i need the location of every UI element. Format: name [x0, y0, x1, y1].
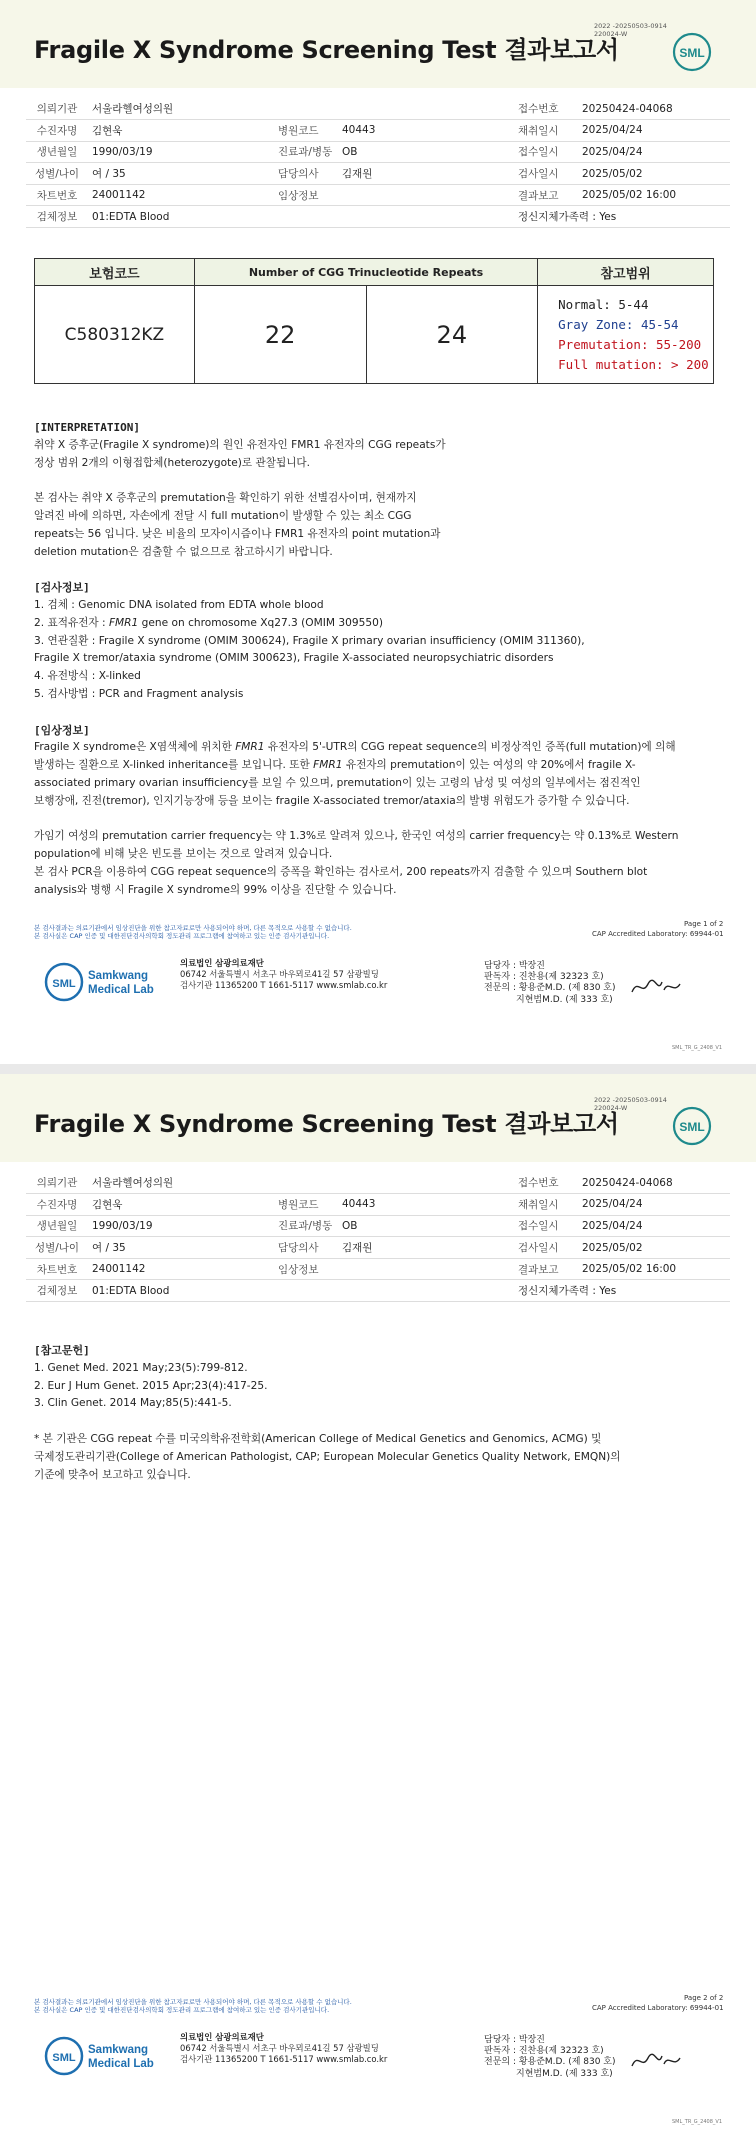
cap-accreditation: CAP Accredited Laboratory: 69944-01 [592, 930, 724, 938]
reference-range-header: 참고범위 [538, 259, 714, 286]
patient-row: 성별/나이 여 / 35 담당의사 김재원 검사일시 2025/05/02 [26, 163, 730, 185]
patient-row: 의뢰기관 서울라헬여성의원 접수번호 20250424-04068 [26, 1172, 730, 1194]
interpretation-heading: [INTERPRETATION] [34, 421, 140, 434]
interpretation-text: 취약 X 증후군(Fragile X syndrome)의 원인 유전자인 FMR1 유전자의 CGG repeats가 정상 범위 2개의 이형접합체(heterozygote)로 관찰됩니다. [34, 438, 446, 469]
report-header [0, 0, 756, 88]
report-page-1 [0, 0, 756, 1064]
test-info-item: 4. 유전방식 : X-linked [34, 670, 141, 683]
patient-row: 검체정보 01:EDTA Blood 정신지체가족력 : Yes [26, 1280, 730, 1302]
page-number: Page 1 of 2 [684, 920, 724, 928]
signatory-list: 담당자 : 박장진 판독자 : 진찬용(제 32323 호) 전문의 : 황용준M.D. (제 830 호) 지현범M.D. (제 333 호) [484, 961, 616, 1005]
samkwang-logo-icon [44, 2032, 176, 2080]
references-heading: [참고문헌] [34, 1344, 90, 1357]
signature-icon [628, 974, 684, 1000]
patient-row: 수진자명 김현욱 병원코드 40443 채취일시 2025/04/24 [26, 120, 730, 142]
reference-item: 1. Genet Med. 2021 May;23(5):799-812. [34, 1361, 248, 1374]
result-table [34, 258, 714, 384]
footer-disclaimer: 본 검사결과는 의료기관에서 임상진단을 위한 참고자료로만 사용되어야 하며, 다른 목적으로 사용할 수 없습니다. [34, 924, 352, 932]
ref-gray-zone: Gray Zone: 45-54 [558, 316, 679, 332]
ref-normal: Normal: 5-44 [558, 296, 649, 312]
footer-disclaimer: 본 검사실은 CAP 인증 및 대한진단검사의학회 정도관리 프로그램에 참여하고 있는 인증 검사기관입니다. [34, 2006, 330, 2014]
allele-2-repeats: 24 [366, 286, 538, 384]
report-body [34, 419, 734, 900]
accreditation-note: * 본 기관은 CGG repeat 수를 미국의학유전학회(American College of Medical Genetics and Genomics, ACMG) 및 국제정도관리기관(College of American Pathologist, CAP; European Molecular Genetics Quality Network, EMQN)의 기준에 맞추어 보고하고 있습니다. [34, 1432, 621, 1481]
footer-disclaimer: 본 검사결과는 의료기관에서 임상진단을 위한 참고자료로만 사용되어야 하며, 다른 목적으로 사용할 수 없습니다. [34, 1998, 352, 2006]
patient-row: 차트번호 24001142 임상정보 결과보고 2025/05/02 16:00 [26, 184, 730, 206]
form-code: SML_TR_G_2408_V1 [672, 2119, 723, 2125]
report-title: Fragile X Syndrome Screening Test 결과보고서 [34, 36, 619, 64]
test-info-heading: [검사정보] [34, 581, 90, 595]
sml-logo-icon [672, 1106, 712, 1146]
svg-text:SML: SML [52, 978, 76, 990]
insurance-code-header: 보험코드 [35, 259, 195, 286]
reference-item: 2. Eur J Hum Genet. 2015 Apr;23(4):417-25. [34, 1379, 268, 1392]
insurance-code: C580312KZ [35, 286, 195, 384]
patient-row: 수진자명 김현욱 병원코드 40443 채취일시 2025/04/24 [26, 1194, 730, 1216]
svg-text:SML: SML [52, 2052, 76, 2064]
ref-premutation: Premutation: 55-200 [558, 336, 702, 352]
report-header [0, 1074, 756, 1162]
cap-accreditation: CAP Accredited Laboratory: 69944-01 [592, 2004, 724, 2012]
svg-text:Medical Lab: Medical Lab [88, 984, 154, 996]
ref-full-mutation: Full mutation: > 200 [558, 356, 709, 372]
signature-icon [628, 2048, 684, 2074]
allele-1-repeats: 22 [194, 286, 366, 384]
page-number: Page 2 of 2 [684, 1994, 724, 2002]
report-code: 2022 -20250503-0914 220024-W [594, 1096, 667, 1112]
patient-row: 차트번호 24001142 임상정보 결과보고 2025/05/02 16:00 [26, 1258, 730, 1280]
test-info-item: 1. 검체 : Genomic DNA isolated from EDTA whole blood [34, 598, 324, 611]
patient-row: 생년월일 1990/03/19 진료과/병동 OB 접수일시 2025/04/24 [26, 141, 730, 163]
reference-item: 3. Clin Genet. 2014 May;85(5):441-5. [34, 1397, 232, 1410]
cgg-repeats-header: Number of CGG Trinucleotide Repeats [194, 259, 537, 286]
form-code: SML_TR_G_2408_V1 [672, 1045, 723, 1051]
patient-row: 성별/나이 여 / 35 담당의사 김재원 검사일시 2025/05/02 [26, 1237, 730, 1259]
lab-address: 의료법인 삼광의료재단 06742 서울특별시 서초구 바우뫼로41길 57 삼광빌딩 검사기관 11365200 T 1661-5117 www.smlab.co.kr [180, 2032, 388, 2064]
patient-info-table [26, 1172, 730, 1302]
references-section [34, 1342, 734, 1484]
svg-text:Medical Lab: Medical Lab [88, 2058, 154, 2070]
test-info-item: 2. 표적유전자 : FMR1 gene on chromosome Xq27.3 (OMIM 309550) [34, 616, 383, 629]
sml-logo-icon [672, 32, 712, 72]
svg-text:Samkwang: Samkwang [88, 2044, 149, 2056]
report-title: Fragile X Syndrome Screening Test 결과보고서 [34, 1110, 619, 1138]
clinical-text: Fragile X syndrome은 X염색체에 위치한 FMR1 유전자의 5'-UTR의 CGG repeat sequence의 비정상적인 증폭(full mutation)에 의해 발생하는 질환으로 X-linked inheritance를 보입니다. 또한 FMR1 유전자의 premutation이 있는 여성의 약 20%에서 fragile X- associated primary ovarian insufficiency를 보일 수 있으며, premutation이 있는 고령의 남성 및 여성의 일부에서는 점진적인 보행장애, 진전(tremor), 인지기능장애 등을 보이는 fragile X-associated tremor/ataxia의 발병 위험도가 증가할 수 있습니다. [34, 741, 676, 807]
svg-text:Samkwang: Samkwang [88, 970, 149, 982]
svg-text:SML: SML [679, 1120, 705, 1134]
test-info-item: 3. 연관질환 : Fragile X syndrome (OMIM 300624), Fragile X primary ovarian insufficiency (OMIM 311360), Fragile X tremor/ataxia syndrome (OMIM 300623), Fragile X-associated neuropsychiatric disorders [34, 634, 585, 665]
clinical-heading: [임상정보] [34, 723, 90, 737]
test-info-item: 5. 검사방법 : PCR and Fragment analysis [34, 687, 244, 700]
svg-text:SML: SML [679, 46, 705, 60]
patient-row: 검체정보 01:EDTA Blood 정신지체가족력 : Yes [26, 206, 730, 228]
patient-row: 생년월일 1990/03/19 진료과/병동 OB 접수일시 2025/04/24 [26, 1215, 730, 1237]
interpretation-note: 본 검사는 취약 X 증후군의 premutation을 확인하기 위한 선별검사이며, 현재까지 알려진 바에 의하면, 자손에게 전달 시 full mutation이 발생할 수 있는 최소 CGG repeats는 56 입니다. 낮은 비율의 모자이시즘이나 FMR1 유전자의 point mutation과 deletion mutation은 검출할 수 없으므로 참고하시기 바랍니다. [34, 492, 441, 558]
lab-address: 의료법인 삼광의료재단 06742 서울특별시 서초구 바우뫼로41길 57 삼광빌딩 검사기관 11365200 T 1661-5117 www.smlab.co.kr [180, 958, 388, 990]
reference-range [538, 286, 714, 384]
samkwang-logo-icon [44, 958, 176, 1006]
patient-info-table [26, 98, 730, 228]
footer-disclaimer: 본 검사실은 CAP 인증 및 대한진단검사의학회 정도관리 프로그램에 참여하고 있는 인증 검사기관입니다. [34, 932, 330, 940]
report-code: 2022 -20250503-0914 220024-W [594, 22, 667, 38]
patient-row: 의뢰기관 서울라헬여성의원 접수번호 20250424-04068 [26, 98, 730, 120]
signatory-list: 담당자 : 박장진 판독자 : 진찬용(제 32323 호) 전문의 : 황용준M.D. (제 830 호) 지현범M.D. (제 333 호) [484, 2035, 616, 2079]
clinical-text-2: 가임기 여성의 premutation carrier frequency는 약 1.3%로 알려져 있으나, 한국인 여성의 carrier frequency는 약 0.13%로 Western population에 비해 낮은 빈도를 보이는 것으로 알려져 있습니다. 본 검사 PCR을 이용하여 CGG repeat sequence의 증폭을 확인하는 검사로서, 200 repeats까지 검출할 수 있으며 Southern blot analysis와 병행 시 Fragile X syndrome의 99% 이상을 진단할 수 있습니다. [34, 830, 679, 896]
report-page-2 [0, 1074, 756, 2138]
